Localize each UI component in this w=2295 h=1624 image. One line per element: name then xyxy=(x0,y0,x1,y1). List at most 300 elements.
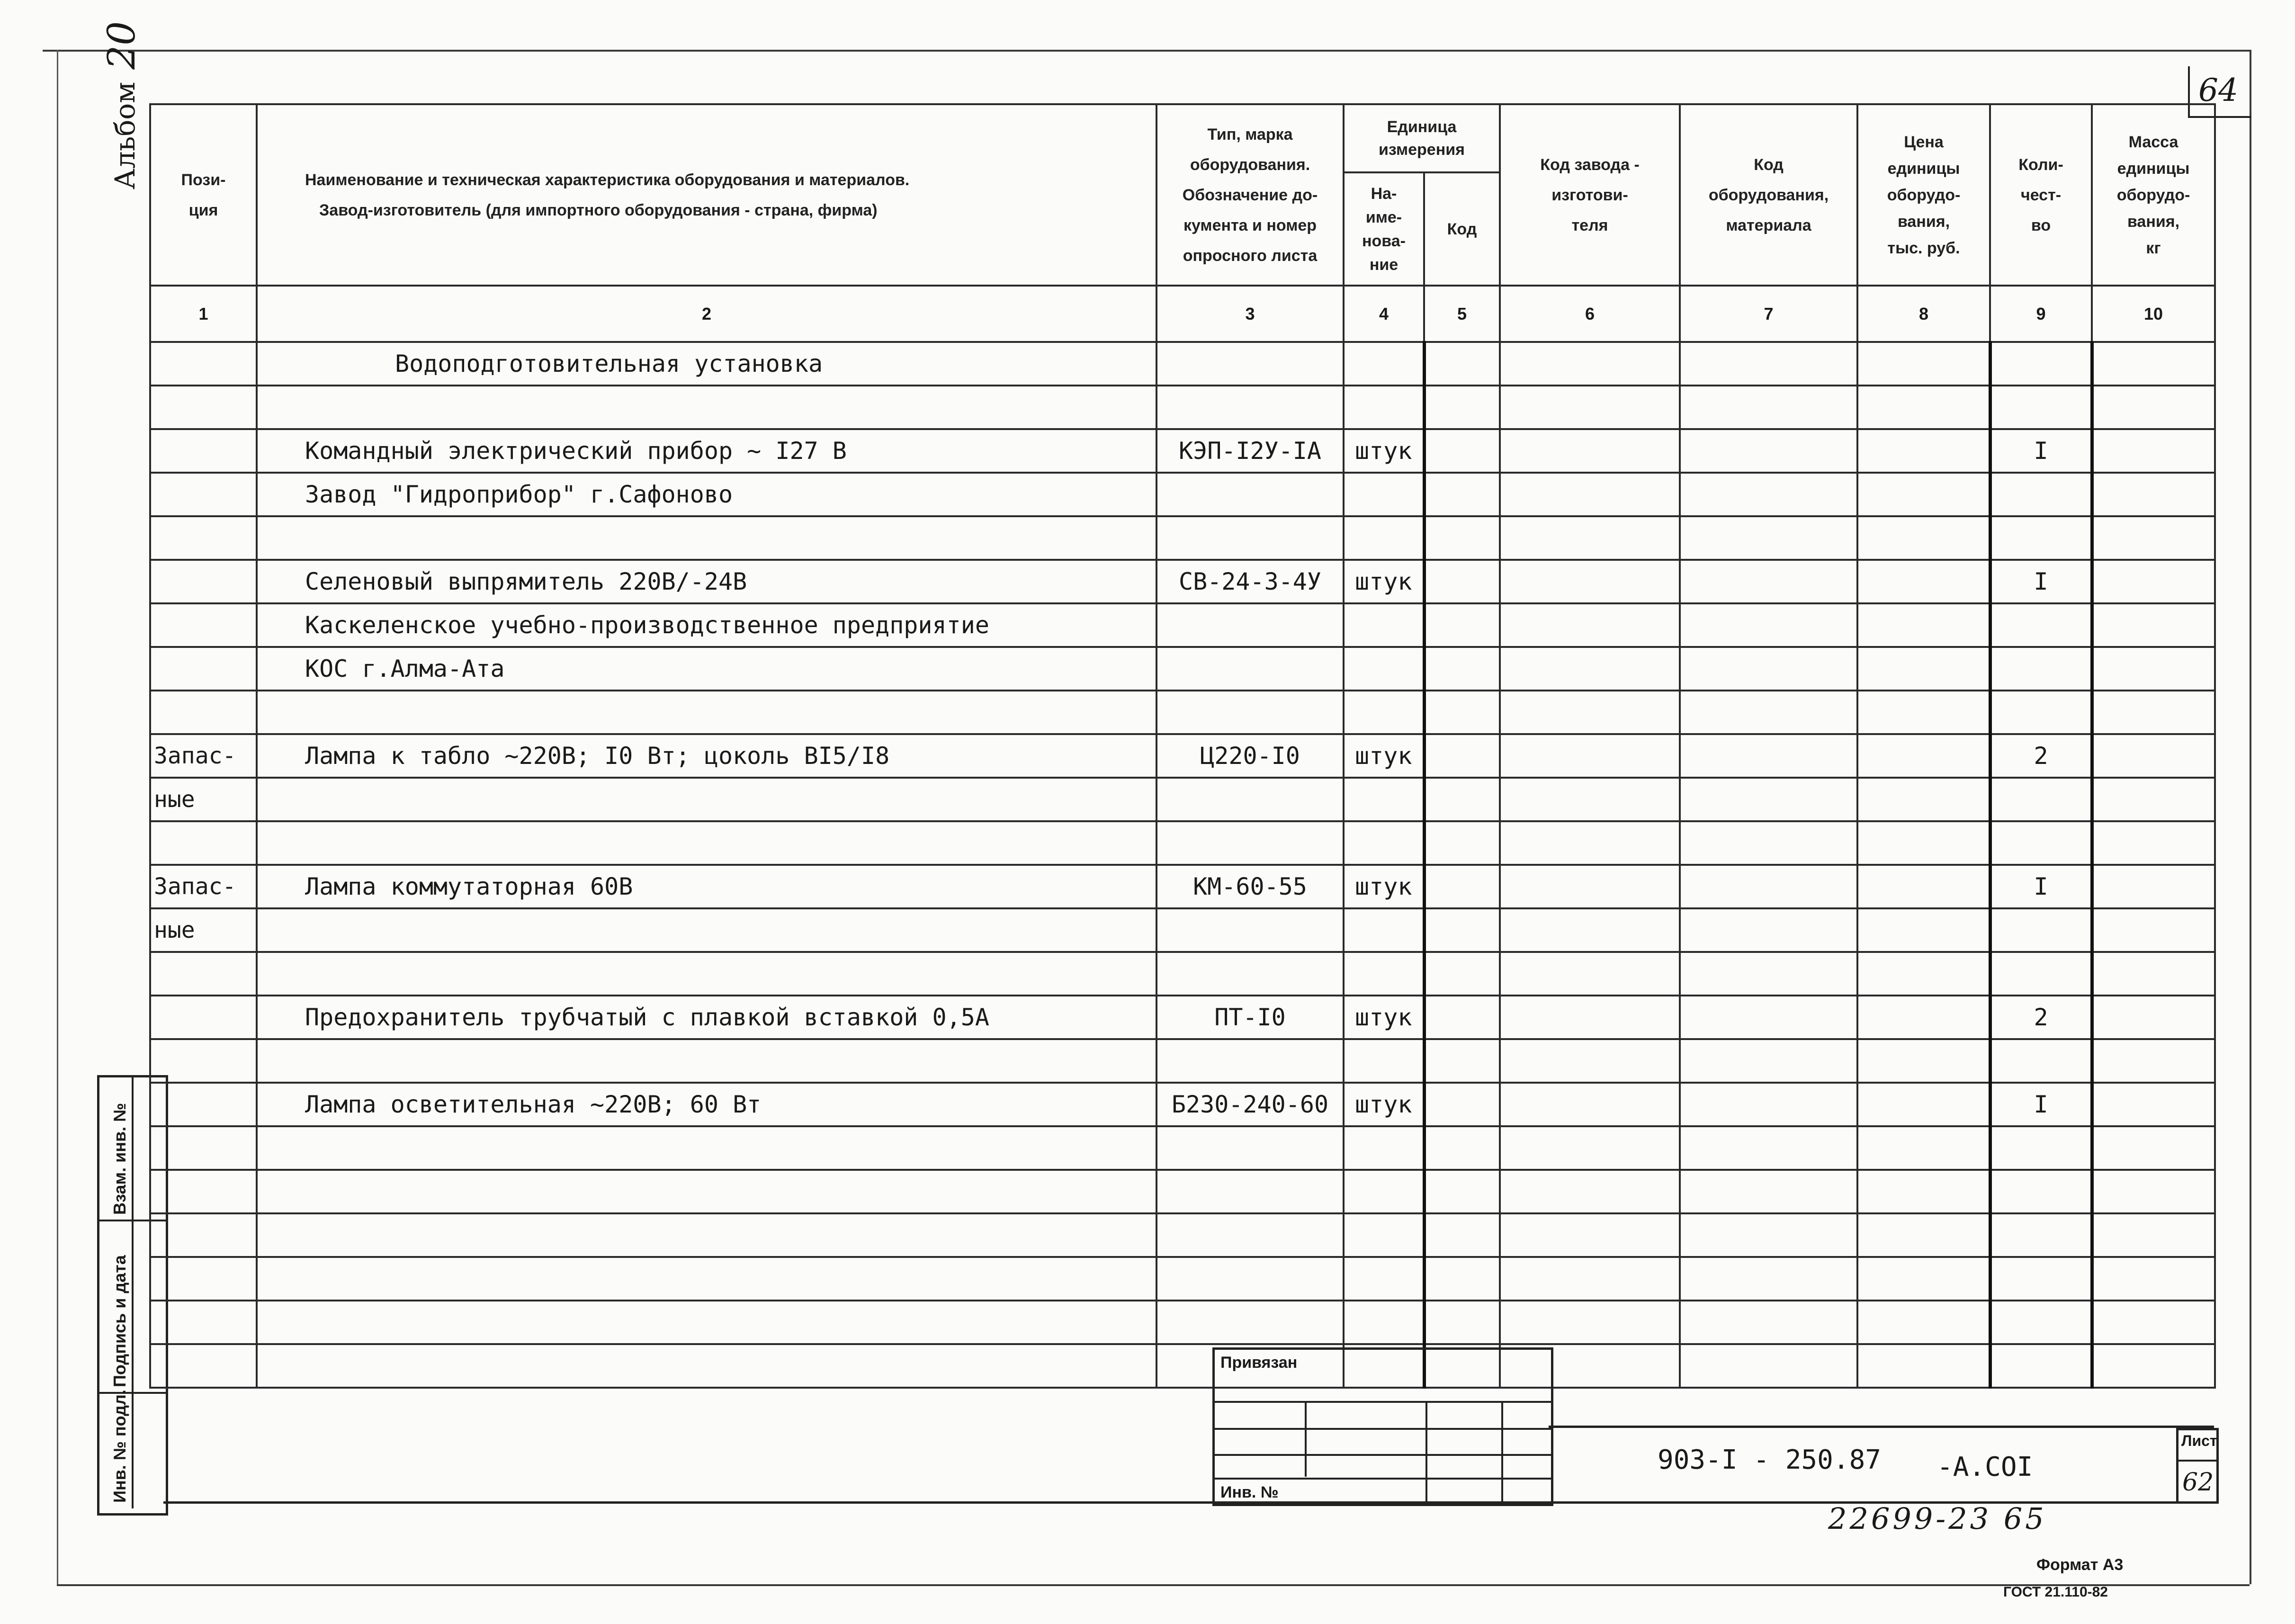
table-row xyxy=(150,865,2215,908)
document-number: 903-I - 250.87 xyxy=(1658,1445,1882,1475)
cell-position xyxy=(150,1257,257,1301)
cell-name xyxy=(257,1213,1156,1257)
binding-stamp-label: Привязан xyxy=(1220,1354,1298,1372)
cell-quantity xyxy=(1990,778,2092,821)
cell-price xyxy=(1857,473,1990,516)
cell-unit-code xyxy=(1424,691,1500,734)
cell-equipment-code xyxy=(1680,778,1857,821)
cell-unit-name: штук xyxy=(1344,865,1424,908)
table-row xyxy=(150,342,2215,386)
cell-position xyxy=(150,1301,257,1344)
cell-mass xyxy=(2092,603,2215,647)
cell-plant-code xyxy=(1500,429,1680,473)
cell-type xyxy=(1156,1257,1344,1301)
cell-mass xyxy=(2092,516,2215,560)
document-suffix: -А.СОI xyxy=(1937,1452,2033,1482)
frame-right-line xyxy=(2250,50,2251,1584)
cell-price xyxy=(1857,778,1990,821)
cell-mass xyxy=(2092,1039,2215,1083)
cell-unit-code xyxy=(1424,778,1500,821)
cell-position xyxy=(150,691,257,734)
cell-unit-name xyxy=(1344,1126,1424,1170)
cell-type xyxy=(1156,1126,1344,1170)
table-row xyxy=(150,734,2215,778)
cell-price xyxy=(1857,647,1990,691)
cell-plant-code xyxy=(1500,1170,1680,1213)
cell-unit-name xyxy=(1344,691,1424,734)
cell-name: Завод "Гидроприбор" г.Сафоново xyxy=(257,473,1156,516)
cell-type xyxy=(1156,516,1344,560)
cell-equipment-code xyxy=(1680,429,1857,473)
cell-unit-name xyxy=(1344,516,1424,560)
cell-unit-name xyxy=(1344,1170,1424,1213)
cell-unit-code xyxy=(1424,908,1500,952)
cell-price xyxy=(1857,1344,1990,1388)
cell-quantity xyxy=(1990,1039,2092,1083)
cell-mass xyxy=(2092,908,2215,952)
cell-mass xyxy=(2092,691,2215,734)
cell-quantity xyxy=(1990,691,2092,734)
cell-mass xyxy=(2092,1213,2215,1257)
cell-quantity xyxy=(1990,516,2092,560)
cell-price xyxy=(1857,1257,1990,1301)
cell-type xyxy=(1156,603,1344,647)
cell-type: КМ-60-55 xyxy=(1156,865,1344,908)
cell-position xyxy=(150,1213,257,1257)
cell-type xyxy=(1156,691,1344,734)
header-price: Цена единицы оборудо- вания, тыс. руб. xyxy=(1857,104,1990,286)
table-row xyxy=(150,603,2215,647)
cell-unit-code xyxy=(1424,1257,1500,1301)
cell-equipment-code xyxy=(1680,1213,1857,1257)
cell-mass xyxy=(2092,560,2215,603)
cell-unit-code xyxy=(1424,952,1500,996)
column-number: 3 xyxy=(1156,286,1344,342)
cell-equipment-code xyxy=(1680,734,1857,778)
cell-unit-name: штук xyxy=(1344,1083,1424,1126)
cell-plant-code xyxy=(1500,778,1680,821)
header-name: Наименование и техническая характеристика оборудования и материалов. Завод-изготовитель (для импортного оборудования - страна, фирма) xyxy=(257,104,1156,286)
cell-price xyxy=(1857,603,1990,647)
cell-name xyxy=(257,908,1156,952)
cell-mass xyxy=(2092,952,2215,996)
cell-unit-code xyxy=(1424,1039,1500,1083)
column-number: 7 xyxy=(1680,286,1857,342)
cell-quantity xyxy=(1990,1126,2092,1170)
cell-position: ные xyxy=(150,908,257,952)
cell-equipment-code xyxy=(1680,386,1857,429)
cell-price xyxy=(1857,1301,1990,1344)
cell-quantity xyxy=(1990,1344,2092,1388)
cell-plant-code xyxy=(1500,996,1680,1039)
cell-mass xyxy=(2092,778,2215,821)
cell-unit-name xyxy=(1344,952,1424,996)
cell-name xyxy=(257,1344,1156,1388)
cell-type xyxy=(1156,647,1344,691)
header-position: Пози- ция xyxy=(150,104,257,286)
cell-unit-name: штук xyxy=(1344,996,1424,1039)
cell-type xyxy=(1156,1213,1344,1257)
cell-plant-code xyxy=(1500,1257,1680,1301)
cell-unit-code xyxy=(1424,342,1500,386)
side-stamp-inventory: Инв. № подл. xyxy=(110,1390,129,1503)
column-number: 2 xyxy=(257,286,1156,342)
cell-price xyxy=(1857,821,1990,865)
cell-unit-code xyxy=(1424,603,1500,647)
cell-type xyxy=(1156,473,1344,516)
cell-position xyxy=(150,1126,257,1170)
cell-name: Лампа осветительная ~220В; 60 Вт xyxy=(257,1083,1156,1126)
cell-price xyxy=(1857,560,1990,603)
cell-name xyxy=(257,1257,1156,1301)
cell-mass xyxy=(2092,996,2215,1039)
cell-position xyxy=(150,342,257,386)
cell-price xyxy=(1857,865,1990,908)
cell-price xyxy=(1857,952,1990,996)
header-unit-code: Код xyxy=(1424,172,1500,286)
cell-equipment-code xyxy=(1680,1170,1857,1213)
cell-mass xyxy=(2092,821,2215,865)
cell-plant-code xyxy=(1500,560,1680,603)
cell-plant-code xyxy=(1500,473,1680,516)
cell-price xyxy=(1857,1039,1990,1083)
table-row xyxy=(150,952,2215,996)
table-row xyxy=(150,560,2215,603)
frame-top-line xyxy=(43,50,2250,52)
cell-price xyxy=(1857,342,1990,386)
cell-quantity: I xyxy=(1990,429,2092,473)
cell-unit-name xyxy=(1344,778,1424,821)
cell-unit-name: штук xyxy=(1344,734,1424,778)
side-stamp-cell-inventory xyxy=(99,1390,166,1507)
cell-name xyxy=(257,952,1156,996)
cell-quantity: 2 xyxy=(1990,734,2092,778)
cell-price xyxy=(1857,516,1990,560)
cell-quantity xyxy=(1990,647,2092,691)
frame-bottom-line xyxy=(57,1584,2250,1586)
table-row xyxy=(150,1257,2215,1301)
cell-unit-name xyxy=(1344,473,1424,516)
cell-position xyxy=(150,1344,257,1388)
cell-unit-code xyxy=(1424,386,1500,429)
cell-equipment-code xyxy=(1680,865,1857,908)
cell-unit-code xyxy=(1424,996,1500,1039)
stamp-line xyxy=(1215,1428,1551,1430)
cell-position xyxy=(150,516,257,560)
cell-name: Лампа коммутаторная 60В xyxy=(257,865,1156,908)
cell-price xyxy=(1857,908,1990,952)
cell-mass xyxy=(2092,473,2215,516)
cell-name xyxy=(257,386,1156,429)
cell-equipment-code xyxy=(1680,342,1857,386)
table-row xyxy=(150,473,2215,516)
cell-unit-name xyxy=(1344,1301,1424,1344)
cell-name xyxy=(257,1039,1156,1083)
table-row xyxy=(150,996,2215,1039)
cell-unit-name xyxy=(1344,1257,1424,1301)
cell-plant-code xyxy=(1500,908,1680,952)
cell-quantity xyxy=(1990,473,2092,516)
cell-unit-name xyxy=(1344,603,1424,647)
cell-mass xyxy=(2092,342,2215,386)
cell-plant-code xyxy=(1500,734,1680,778)
cell-plant-code xyxy=(1500,603,1680,647)
side-stamp-signature: Подпись и дата xyxy=(110,1255,129,1387)
cell-unit-name: штук xyxy=(1344,429,1424,473)
cell-unit-code xyxy=(1424,821,1500,865)
cell-plant-code xyxy=(1500,821,1680,865)
stamp-line xyxy=(1215,1478,1551,1480)
cell-position: Запас- xyxy=(150,734,257,778)
cell-equipment-code xyxy=(1680,1039,1857,1083)
cell-equipment-code xyxy=(1680,1126,1857,1170)
header-equipment-code: Код оборудования, материала xyxy=(1680,104,1857,286)
table-row xyxy=(150,647,2215,691)
cell-unit-name xyxy=(1344,647,1424,691)
cell-type: Б230-240-60 xyxy=(1156,1083,1344,1126)
cell-type xyxy=(1156,778,1344,821)
cell-price xyxy=(1857,386,1990,429)
cell-unit-name xyxy=(1344,1039,1424,1083)
cell-name: КОС г.Алма-Ата xyxy=(257,647,1156,691)
cell-position: ные xyxy=(150,778,257,821)
cell-name xyxy=(257,1170,1156,1213)
cell-unit-code xyxy=(1424,647,1500,691)
cell-name xyxy=(257,778,1156,821)
archive-number: 22699-23 65 xyxy=(1828,1501,2047,1536)
cell-equipment-code xyxy=(1680,516,1857,560)
cell-equipment-code xyxy=(1680,996,1857,1039)
gost-label: ГОСТ 21.110-82 xyxy=(2003,1584,2108,1600)
cell-name xyxy=(257,691,1156,734)
cell-position xyxy=(150,952,257,996)
cell-equipment-code xyxy=(1680,1083,1857,1126)
table-row xyxy=(150,1213,2215,1257)
cell-plant-code xyxy=(1500,1213,1680,1257)
cell-unit-name xyxy=(1344,386,1424,429)
cell-price xyxy=(1857,1170,1990,1213)
cell-type xyxy=(1156,1039,1344,1083)
column-number: 6 xyxy=(1500,286,1680,342)
cell-position xyxy=(150,821,257,865)
cell-type xyxy=(1156,342,1344,386)
cell-type: КЭП-I2У-IА xyxy=(1156,429,1344,473)
cell-plant-code xyxy=(1500,1126,1680,1170)
table-row xyxy=(150,908,2215,952)
cell-unit-code xyxy=(1424,865,1500,908)
side-stamp-replace: Взам. инв. № xyxy=(110,1103,129,1215)
cell-price xyxy=(1857,996,1990,1039)
cell-unit-name xyxy=(1344,821,1424,865)
binding-stamp xyxy=(1212,1347,1553,1506)
sheet-box xyxy=(2176,1428,2219,1504)
specification-table xyxy=(149,103,2216,1389)
cell-name xyxy=(257,1301,1156,1344)
table-row xyxy=(150,1301,2215,1344)
cell-equipment-code xyxy=(1680,647,1857,691)
header-row xyxy=(150,104,2215,172)
cell-position xyxy=(150,996,257,1039)
cell-price xyxy=(1857,1126,1990,1170)
stamp-line xyxy=(1215,1454,1551,1456)
stamp-line xyxy=(1215,1401,1551,1403)
table-row xyxy=(150,691,2215,734)
table-row xyxy=(150,1126,2215,1170)
cell-position: Запас- xyxy=(150,865,257,908)
cell-position xyxy=(150,647,257,691)
cell-type xyxy=(1156,386,1344,429)
cell-name xyxy=(257,1126,1156,1170)
cell-unit-code xyxy=(1424,429,1500,473)
cell-unit-name: штук xyxy=(1344,560,1424,603)
cell-equipment-code xyxy=(1680,1344,1857,1388)
header-plant-code: Код завода - изготови- теля xyxy=(1500,104,1680,286)
cell-mass xyxy=(2092,386,2215,429)
cell-name xyxy=(257,821,1156,865)
cell-quantity xyxy=(1990,908,2092,952)
column-number: 9 xyxy=(1990,286,2092,342)
table-row xyxy=(150,1083,2215,1126)
cell-quantity: I xyxy=(1990,560,2092,603)
cell-unit-code xyxy=(1424,473,1500,516)
cell-quantity xyxy=(1990,1301,2092,1344)
cell-quantity: 2 xyxy=(1990,996,2092,1039)
cell-position xyxy=(150,1083,257,1126)
cell-quantity: I xyxy=(1990,865,2092,908)
cell-position xyxy=(150,560,257,603)
cell-mass xyxy=(2092,429,2215,473)
column-number: 1 xyxy=(150,286,257,342)
header-type: Тип, марка оборудования. Обозначение до- кумента и номер опросного листа xyxy=(1156,104,1344,286)
cell-unit-code xyxy=(1424,1126,1500,1170)
cell-position xyxy=(150,1039,257,1083)
cell-equipment-code xyxy=(1680,821,1857,865)
album-label xyxy=(99,0,152,189)
cell-unit-code xyxy=(1424,1301,1500,1344)
cell-plant-code xyxy=(1500,1301,1680,1344)
cell-equipment-code xyxy=(1680,560,1857,603)
cell-unit-code xyxy=(1424,1083,1500,1126)
cell-quantity: I xyxy=(1990,1083,2092,1126)
cell-name: Селеновый выпрямитель 220В/-24В xyxy=(257,560,1156,603)
cell-plant-code xyxy=(1500,386,1680,429)
stamp-line xyxy=(1501,1401,1503,1501)
cell-name: Командный электрический прибор ~ I27 В xyxy=(257,429,1156,473)
format-label: Формат А3 xyxy=(2036,1556,2124,1574)
cell-equipment-code xyxy=(1680,1301,1857,1344)
cell-price xyxy=(1857,691,1990,734)
cell-position xyxy=(150,386,257,429)
cell-type: СВ-24-3-4У xyxy=(1156,560,1344,603)
cell-unit-name xyxy=(1344,908,1424,952)
cell-equipment-code xyxy=(1680,603,1857,647)
cell-quantity xyxy=(1990,1213,2092,1257)
specification-rows xyxy=(150,342,2215,1388)
cell-mass xyxy=(2092,1170,2215,1213)
cell-mass xyxy=(2092,1301,2215,1344)
cell-plant-code xyxy=(1500,691,1680,734)
header-unit: Единица измерения xyxy=(1344,104,1500,172)
cell-unit-code xyxy=(1424,1213,1500,1257)
cell-unit-name xyxy=(1344,342,1424,386)
cell-unit-name xyxy=(1344,1213,1424,1257)
cell-plant-code xyxy=(1500,1083,1680,1126)
cell-equipment-code xyxy=(1680,908,1857,952)
cell-type xyxy=(1156,908,1344,952)
column-number: 5 xyxy=(1424,286,1500,342)
cell-mass xyxy=(2092,647,2215,691)
cell-type xyxy=(1156,1170,1344,1213)
sheet-box-divider xyxy=(2178,1460,2216,1462)
cell-quantity xyxy=(1990,386,2092,429)
cell-mass xyxy=(2092,734,2215,778)
table-row xyxy=(150,778,2215,821)
cell-price xyxy=(1857,1213,1990,1257)
cell-plant-code xyxy=(1500,342,1680,386)
cell-plant-code xyxy=(1500,1039,1680,1083)
cell-type xyxy=(1156,952,1344,996)
cell-mass xyxy=(2092,1344,2215,1388)
header-quantity: Коли- чест- во xyxy=(1990,104,2092,286)
cell-plant-code xyxy=(1500,516,1680,560)
column-number: 8 xyxy=(1857,286,1990,342)
cell-mass xyxy=(2092,1257,2215,1301)
table-row xyxy=(150,1039,2215,1083)
cell-position xyxy=(150,473,257,516)
cell-quantity xyxy=(1990,1170,2092,1213)
cell-position xyxy=(150,1170,257,1213)
cell-plant-code xyxy=(1500,865,1680,908)
cell-plant-code xyxy=(1500,952,1680,996)
cell-position xyxy=(150,429,257,473)
cell-mass xyxy=(2092,1126,2215,1170)
cell-name: Каскеленское учебно-производственное предприятие xyxy=(257,603,1156,647)
album-word: Альбом xyxy=(109,81,141,189)
cell-type xyxy=(1156,821,1344,865)
cell-mass xyxy=(2092,1083,2215,1126)
table-row xyxy=(150,386,2215,429)
frame-left-line xyxy=(57,50,58,1584)
cell-type: ПТ-I0 xyxy=(1156,996,1344,1039)
cell-type xyxy=(1156,1301,1344,1344)
column-number-row xyxy=(150,286,2215,342)
cell-quantity xyxy=(1990,821,2092,865)
cell-price xyxy=(1857,429,1990,473)
table-row xyxy=(150,1344,2215,1388)
cell-price xyxy=(1857,1083,1990,1126)
cell-quantity xyxy=(1990,603,2092,647)
cell-equipment-code xyxy=(1680,691,1857,734)
table-row xyxy=(150,516,2215,560)
header-unit-name: На- име- нова- ние xyxy=(1344,172,1424,286)
cell-unit-code xyxy=(1424,516,1500,560)
cell-name xyxy=(257,516,1156,560)
cell-unit-code xyxy=(1424,1170,1500,1213)
sheet-number: 62 xyxy=(2182,1468,2214,1497)
cell-price xyxy=(1857,734,1990,778)
table-row xyxy=(150,429,2215,473)
cell-name: Водоподготовительная установка xyxy=(257,342,1156,386)
cell-equipment-code xyxy=(1680,473,1857,516)
titleblock-top-line xyxy=(1549,1426,2214,1428)
cell-name: Предохранитель трубчатый с плавкой вставкой 0,5А xyxy=(257,996,1156,1039)
header-mass: Масса единицы оборудо- вания, кг xyxy=(2092,104,2215,286)
table-row xyxy=(150,821,2215,865)
cell-equipment-code xyxy=(1680,952,1857,996)
cell-quantity xyxy=(1990,342,2092,386)
column-number: 10 xyxy=(2092,286,2215,342)
inventory-label: Инв. № xyxy=(1220,1483,1279,1501)
